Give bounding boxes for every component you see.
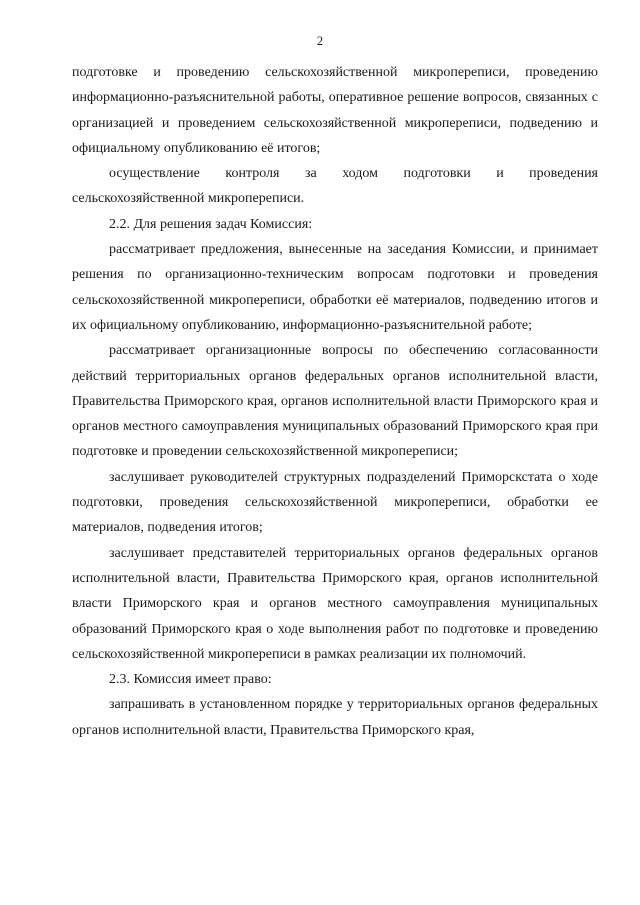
paragraph-7: заслушивает представителей территориальных органов федеральных органов исполнительной власти, Правительства Приморского края, органов исполнительной власти Приморского края и органов местного самоуправления муниципальных образований Приморского края о ходе выполнения работ по подготовке и проведению сельскохозяйственной микропереписи в рамках реализации их полномочий.	[72, 545, 598, 662]
section-heading-2-2: 2.2. Для решения задач Комиссия:	[109, 216, 313, 232]
paragraph-4: рассматривает предложения, вынесенные на заседания Комиссии, и принимает решения по организационно-техническим вопросам подготовки и проведения сельскохозяйственной микропереписи, обработки её материалов, подведению итогов и их официальному опубликованию, информационно-разъяснительной работе;	[72, 242, 598, 333]
section-heading-2-3: 2.3. Комиссия имеет право:	[109, 672, 272, 688]
paragraph-5: рассматривает организационные вопросы по обеспечению согласованности действий территориальных органов федеральных органов исполнительной власти, Правительства Приморского края, органов исполнительной власти Приморского края и органов местного самоуправления муниципальных образований Приморского края при подготовке и проведении сельскохозяйственной микропереписи;	[72, 343, 598, 460]
paragraph-1: подготовке и проведению сельскохозяйственной микропереписи, проведению информационно-разъяснительной работы, оперативное решение вопросов, связанных с организацией и проведением сельскохозяйственной микропереписи, подведению и официальному опубликованию её итогов;	[72, 65, 598, 156]
document-body	[72, 60, 598, 743]
paragraph-6: заслушивает руководителей структурных подразделений Приморскстата о ходе подготовки, проведения сельскохозяйственной микропереписи, обработки ее материалов, подведения итогов;	[72, 469, 598, 536]
paragraph-9: запрашивать в установленном порядке у территориальных органов федеральных органов исполнительной власти, Правительства Приморского края,	[72, 697, 598, 738]
page-number: 2	[316, 34, 324, 48]
paragraph-2: осуществление контроля за ходом подготовки и проведения сельскохозяйственной микропереписи.	[72, 166, 598, 207]
